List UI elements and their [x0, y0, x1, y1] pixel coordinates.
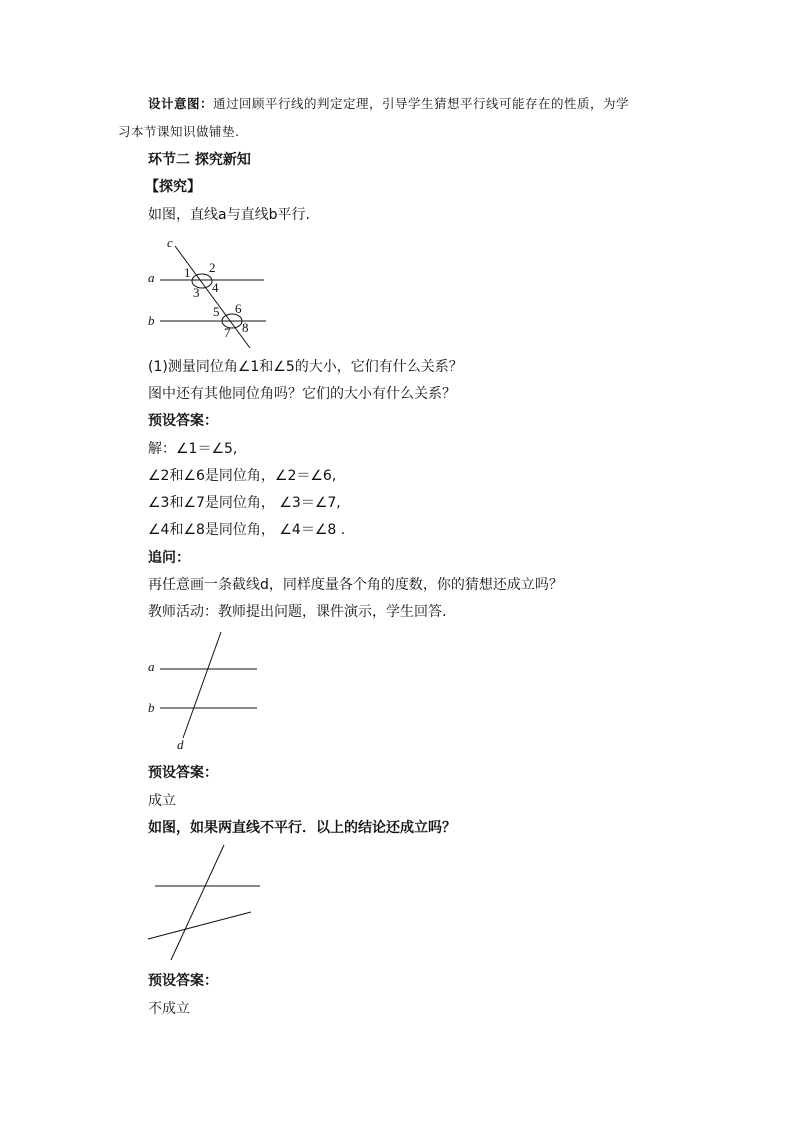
preset-answer-label: 预设答案：: [148, 413, 218, 429]
preset-answer-label-2: 预设答案：: [148, 765, 218, 781]
answer-2: 成立: [148, 793, 176, 809]
design-intent-line1: [148, 95, 629, 113]
solution-line-3: ∠3和∠7是同位角， ∠3＝∠7,: [148, 495, 341, 511]
design-intent-label: 设计意图：: [148, 96, 214, 111]
angle-label-4: 4: [212, 280, 219, 295]
angle-label-1: 1: [184, 265, 191, 280]
line-d: [183, 632, 221, 738]
label-b: b: [148, 700, 155, 715]
line-transversal: [171, 845, 224, 960]
angle-label-3: 3: [193, 285, 200, 300]
label-b: b: [148, 313, 155, 328]
question-1: (1)测量同位角∠1和∠5的大小，它们有什么关系？: [148, 359, 463, 375]
angle-label-5: 5: [213, 304, 220, 319]
figure-nonparallel-lines: [140, 842, 270, 964]
preset-answer-label-3: 预设答案：: [148, 973, 218, 989]
solution-line-2: ∠2和∠6是同位角，∠2＝∠6,: [148, 468, 337, 484]
design-intent-line2: 习本节课知识做铺垫.: [118, 124, 240, 139]
teacher-activity: 教师活动：教师提出问题，课件演示，学生回答.: [148, 604, 447, 620]
angle-label-6: 6: [235, 301, 242, 316]
figure-parallel-lines: [140, 234, 300, 352]
label-d: d: [177, 737, 184, 752]
design-intent-text: 通过回顾平行线的判定定理，引导学生猜想平行线可能存在的性质，为学: [213, 96, 630, 111]
answer-3: 不成立: [148, 1001, 190, 1017]
label-c: c: [167, 235, 173, 250]
followup-text: 再任意画一条截线d，同样度量各个角的度数，你的猜想还成立吗？: [148, 577, 563, 593]
angle-label-8: 8: [242, 320, 249, 335]
section-title: 环节二 探究新知: [148, 152, 251, 168]
solution-line-1: 解：∠1＝∠5,: [148, 441, 238, 457]
question-2: 图中还有其他同位角吗？它们的大小有什么关系？: [148, 386, 456, 402]
angle-label-2: 2: [209, 260, 216, 275]
figure-transversal-d: [140, 628, 270, 754]
angle-label-7: 7: [224, 325, 231, 340]
explore-heading: 【探究】: [145, 179, 201, 195]
line-bottom: [148, 912, 251, 939]
solution-line-4: ∠4和∠8是同位角， ∠4＝∠8 .: [148, 522, 346, 538]
label-a: a: [148, 270, 155, 285]
label-a: a: [148, 659, 155, 674]
intro-text: 如图，直线a与直线b平行.: [148, 207, 310, 223]
followup-label: 追问：: [148, 550, 190, 566]
nonparallel-question: 如图，如果两直线不平行．以上的结论还成立吗？: [148, 820, 456, 836]
